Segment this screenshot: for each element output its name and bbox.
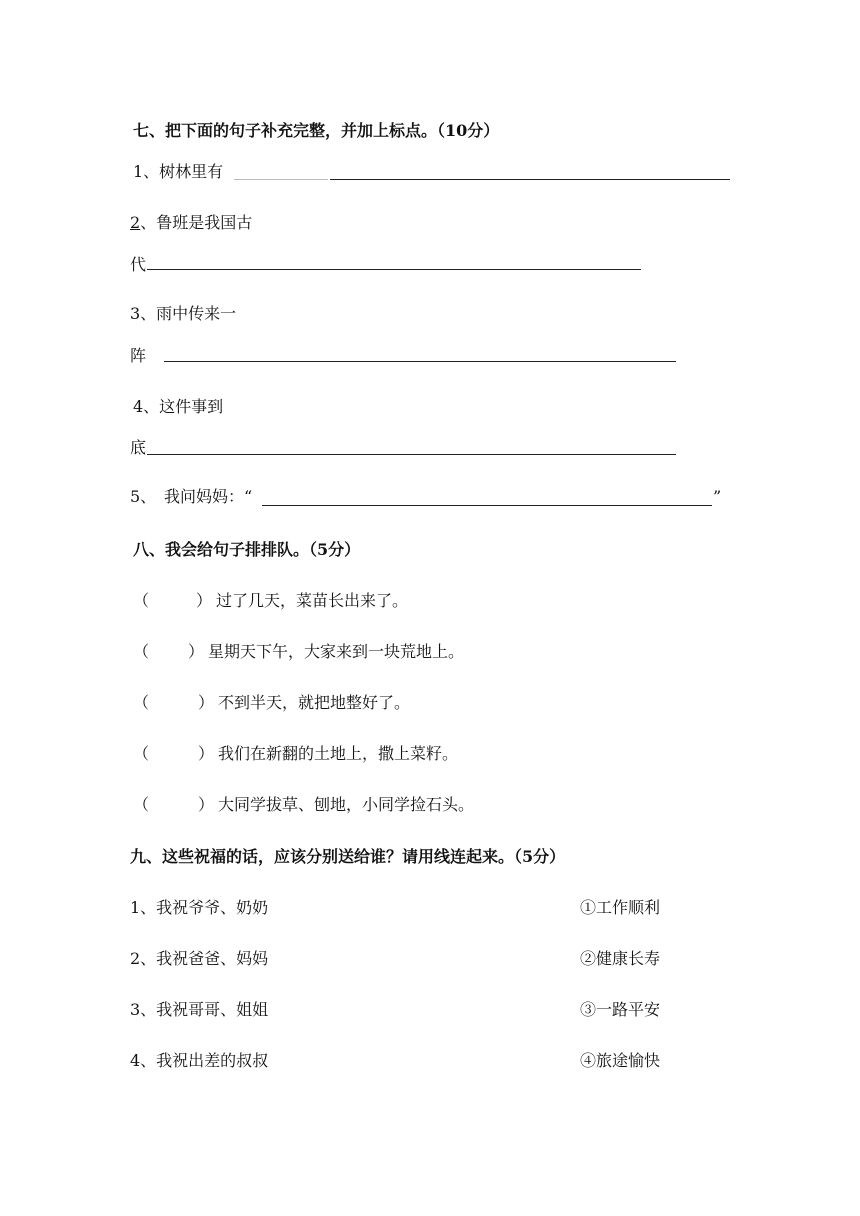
s7-item4-cont: 底 — [130, 438, 147, 457]
s7-item4-prefix: 4、这件事到 — [133, 397, 224, 416]
s7-item3-prefix: 3、雨中传来一 — [130, 304, 237, 323]
s7-item2-text: 、鲁班是我国古 — [140, 213, 253, 232]
s9-right-item1: ①工作顺利 — [580, 898, 661, 917]
s7-item3-answer-line[interactable] — [164, 361, 676, 362]
s9-left-item1: 1、我祝爷爷、奶奶 — [130, 898, 269, 917]
s7-item5-close-quote: ” — [713, 487, 722, 506]
s8-item5-open-paren: （ — [133, 795, 150, 814]
s7-item2-number: 2 — [130, 213, 141, 232]
s7-item3-cont: 阵 — [130, 346, 147, 365]
s8-item5-close-paren: ） — [198, 795, 215, 814]
section9-title: 九、这些祝福的话，应该分别送给谁？请用线连起来。（5分） — [130, 847, 566, 866]
s8-item4-close-paren: ） — [198, 744, 215, 763]
s8-item2-open-paren: （ — [133, 642, 150, 661]
s8-item4-open-paren: （ — [133, 744, 150, 763]
s7-item1-prefix: 1、树林里有 — [133, 162, 224, 181]
s7-item2-cont: 代 — [130, 255, 147, 274]
s9-right-item4: ④旅途愉快 — [580, 1051, 661, 1070]
s8-item3-close-paren: ） — [198, 693, 215, 712]
s8-item1-text: 过了几天，菜苗长出来了。 — [216, 591, 409, 610]
s7-item1-answer-line[interactable] — [330, 179, 730, 180]
s7-item5-answer-line[interactable] — [262, 505, 712, 506]
s9-right-item3: ③一路平安 — [580, 1000, 661, 1019]
s8-item1-close-paren: ） — [196, 591, 213, 610]
s8-item1-open-paren: （ — [133, 591, 150, 610]
s8-item3-open-paren: （ — [133, 693, 150, 712]
section8-title: 八、我会给句子排排队。（5分） — [133, 540, 361, 559]
s9-left-item4: 4、我祝出差的叔叔 — [130, 1051, 269, 1070]
s8-item2-text: 星期天下午，大家来到一块荒地上。 — [208, 642, 465, 661]
s9-left-item3: 3、我祝哥哥、姐姐 — [130, 1000, 269, 1019]
s8-item3-text: 不到半天，就把地整好了。 — [218, 693, 411, 712]
section7-title: 七、把下面的句子补充完整，并加上标点。（10分） — [133, 121, 500, 140]
s7-item5-text: 我问妈妈：“ — [164, 487, 253, 506]
s8-item2-close-paren: ） — [188, 642, 205, 661]
s7-item5-prefix: 5、 — [130, 487, 157, 506]
s7-item2-prefix — [130, 213, 252, 233]
s9-right-item2: ②健康长寿 — [580, 949, 661, 968]
s8-item5-text: 大同学拔草、刨地，小同学捡石头。 — [218, 795, 475, 814]
s8-item4-text: 我们在新翻的土地上，撒上菜籽。 — [218, 744, 459, 763]
s7-item1-blank-light — [234, 179, 328, 180]
s9-left-item2: 2、我祝爸爸、妈妈 — [130, 949, 269, 968]
s7-item2-answer-line[interactable] — [147, 269, 641, 270]
s7-item4-answer-line[interactable] — [147, 454, 676, 455]
